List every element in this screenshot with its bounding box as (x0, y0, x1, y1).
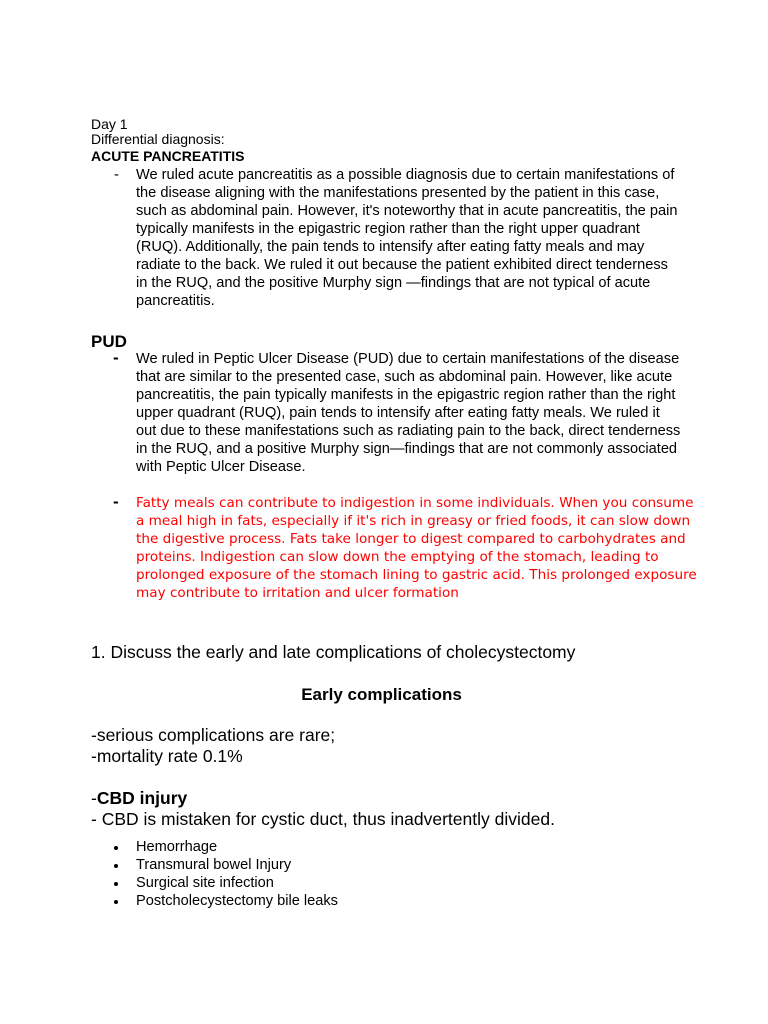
bullet-icon (114, 900, 118, 904)
serious-complications-line: -serious complications are rare; (91, 725, 336, 745)
question-heading: 1. Discuss the early and late complications of cholecystectomy (91, 642, 576, 662)
fatty-meals-paragraph: Fatty meals can contribute to indigestion in some individuals. When you consume a meal high in fats, especially if it's rich in greasy or fried foods, it can slow down the digestive process. Fats take longer to digest compared to carbohydrates and proteins. Indigestion can slow down the emptying of the stomach, leading to prolonged exposure of the stomach lining to gastric acid. This prolonged exposure may contribute to irritation and ulcer formation (136, 495, 697, 602)
mortality-rate-line: -mortality rate 0.1% (91, 746, 243, 766)
complications-list (91, 838, 338, 910)
list-item (91, 838, 338, 856)
cbd-heading-text: CBD injury (96, 788, 188, 808)
differential-diagnosis-label: Differential diagnosis: (91, 131, 225, 147)
list-item-text: Hemorrhage (136, 839, 218, 855)
cbd-description: - CBD is mistaken for cystic duct, thus inadvertently divided. (91, 809, 555, 829)
pancreatitis-paragraph: We ruled acute pancreatitis as a possible diagnosis due to certain manifestations of the disease aligning with the manifestations presented by the patient in this case, such as abdominal pain. However, it's noteworthy that in acute pancreatitis, the pain typically manifests in the epigastric region rather than the right upper quadrant (RUQ). Additionally, the pain tends to intensify after eating fatty meals and may radiate to the back. We ruled it out because the patient exhibited direct tenderness in the RUQ, and the positive Murphy sign —findings that are not typical of acute pancreatitis. (136, 167, 678, 309)
list-item-text: Surgical site infection (136, 875, 274, 891)
bullet-icon (114, 864, 118, 868)
cbd-injury-heading (91, 788, 187, 809)
cbd-dash: - (91, 788, 97, 808)
list-item (91, 856, 338, 874)
pud-dash: - (113, 348, 119, 367)
bullet-icon (114, 846, 118, 850)
fatty-meals-dash: - (113, 492, 119, 511)
acute-pancreatitis-heading: ACUTE PANCREATITIS (91, 148, 245, 164)
list-item-text: Postcholecystectomy bile leaks (136, 893, 338, 909)
list-item-text: Transmural bowel Injury (136, 857, 292, 873)
list-item (91, 874, 338, 892)
bullet-icon (114, 882, 118, 886)
pud-paragraph: We ruled in Peptic Ulcer Disease (PUD) due to certain manifestations of the disease that are similar to the presented case, such as abdominal pain. However, like acute pancreatitis, the pain typically manifests in the epigastric region rather than the right upper quadrant (RUQ), pain tends to intensify after eating fatty meals. We ruled it out due to these manifestations such as radiating pain to the back, direct tenderness in the RUQ, and a positive Murphy sign—findings that are not commonly associated with Peptic Ulcer Disease. (136, 351, 681, 475)
pancreatitis-dash: - (114, 166, 119, 183)
list-item (91, 892, 338, 910)
day-label: Day 1 (91, 116, 128, 132)
pud-heading: PUD (91, 332, 127, 351)
early-complications-heading: Early complications (301, 685, 462, 704)
